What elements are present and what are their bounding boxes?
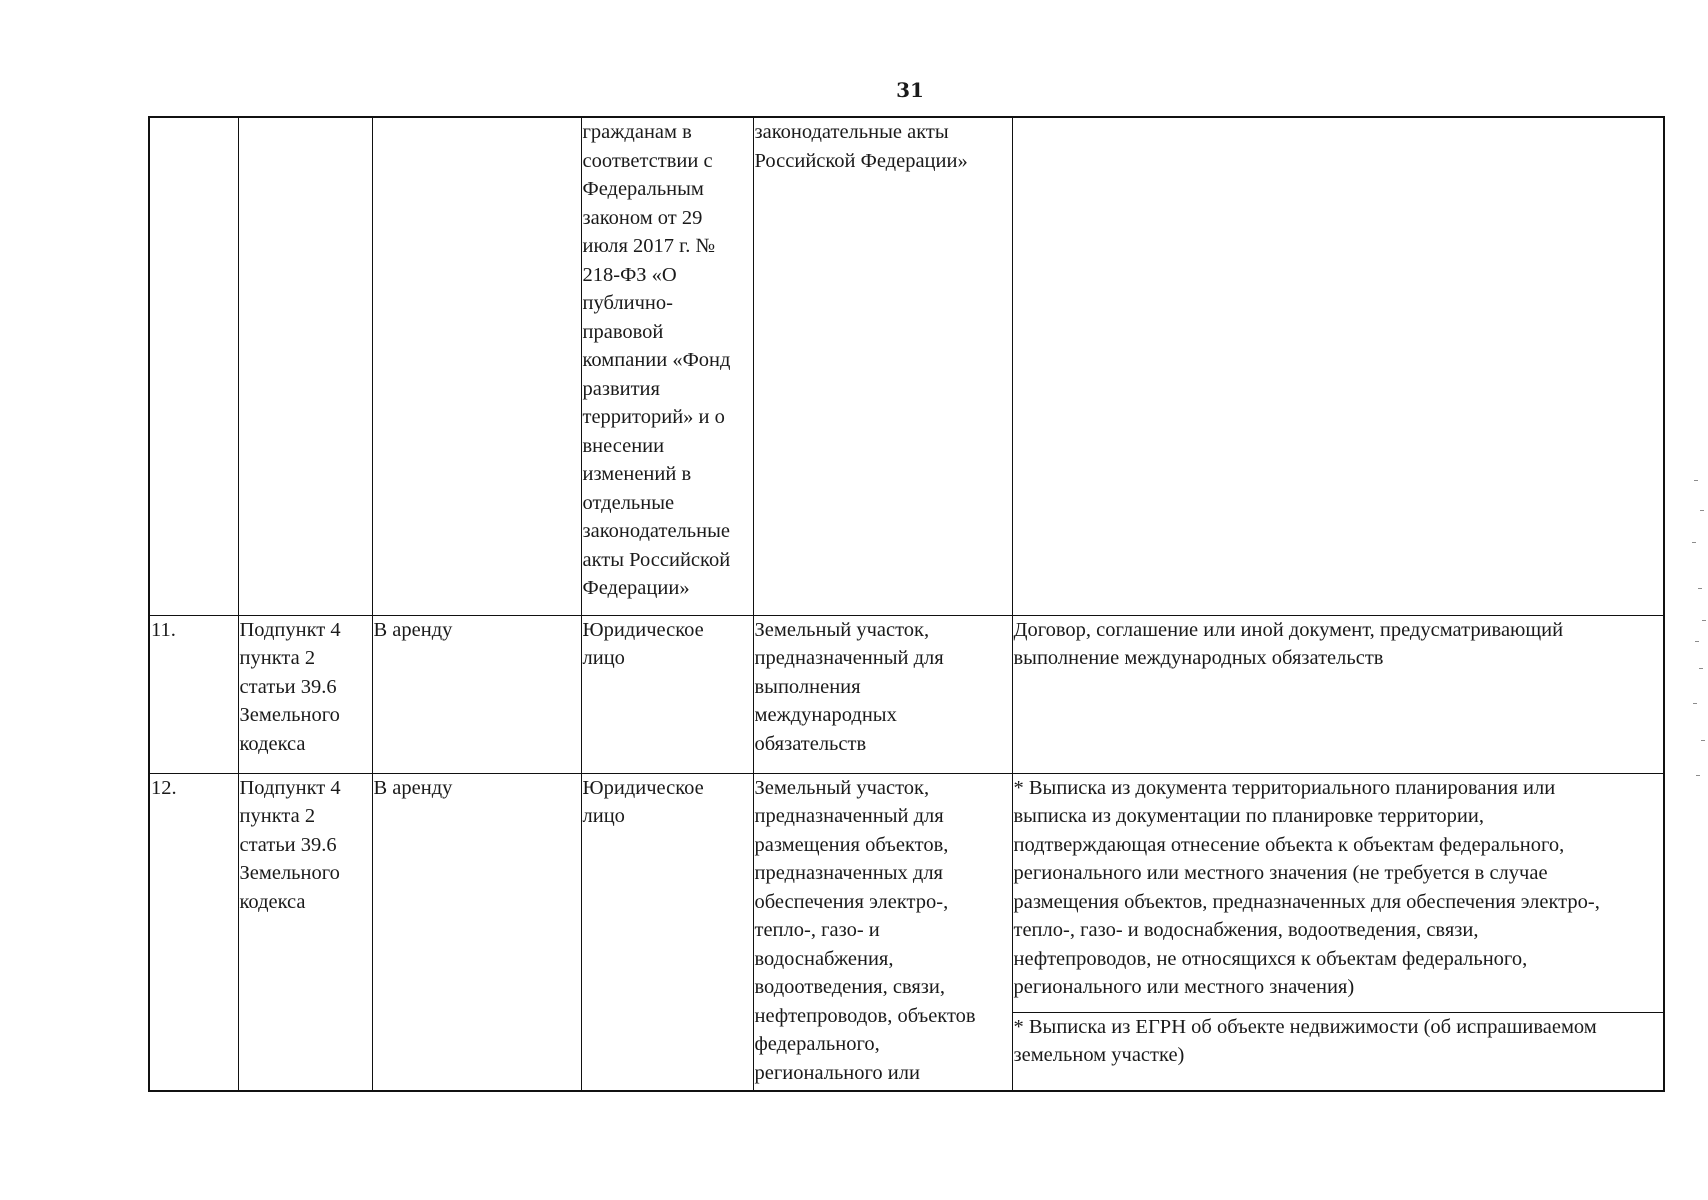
table-row bbox=[149, 117, 1664, 615]
applicant-cell bbox=[581, 615, 753, 773]
right-type-cell bbox=[372, 615, 581, 773]
applicant: Юридическое лицо bbox=[582, 776, 704, 827]
land-plot: Земельный участок, предназначенный для выполнения международных обязательств bbox=[754, 618, 944, 755]
document-item: Договор, соглашение или иной документ, предусматривающий выполнение международных обязательств bbox=[1013, 618, 1564, 669]
table-row bbox=[149, 615, 1664, 773]
legal-basis-cell bbox=[238, 773, 372, 1091]
applicant-cell bbox=[581, 773, 753, 1091]
legal-basis-cell bbox=[238, 117, 372, 615]
land-plot: законодательные акты Российской Федерации» bbox=[754, 121, 968, 172]
land-plot-cell bbox=[753, 773, 1012, 1091]
applicant: гражданам в соответствии с Федеральным законом от 29 июля 2017 г. № 218-ФЗ «О публично- правовой компании «Фонд развития территорий» и о внесении изменений в отдельные законодательные акты Российской Федерации» bbox=[582, 121, 731, 599]
table-row bbox=[149, 773, 1664, 1091]
document-item: * Выписка из документа территориального планирования или выписка из документации по планировке территории, подтверждающая отнесение объекта к объектам федерального, регионального или местного значения (не требуется в случае размещения объектов, предназначенных для обеспечения электро-, тепло-, газо- и водоснабжения, водоотведения, связи, нефтепроводов, не относящихся к объектам федерального, регионального или местного значения) bbox=[1013, 776, 1600, 998]
right-type: В аренду bbox=[373, 618, 453, 641]
right-type-cell bbox=[372, 117, 581, 615]
row-number: 11. bbox=[151, 618, 176, 641]
row-number-cell bbox=[149, 117, 238, 615]
row-number-cell bbox=[149, 773, 238, 1091]
row-number: 12. bbox=[151, 776, 177, 799]
land-plot: Земельный участок, предназначенный для размещения объектов, предназначенных для обеспечения электро-, тепло-, газо- и водоснабжения, водоотведения, связи, нефтепроводов, объектов федерального, регионального или bbox=[754, 776, 976, 1084]
page-number: 31 bbox=[896, 78, 924, 102]
land-plot-cell bbox=[753, 117, 1012, 615]
scan-artifact bbox=[1686, 470, 1708, 800]
row-number-cell bbox=[149, 615, 238, 773]
right-type: В аренду bbox=[373, 776, 453, 799]
applicant: Юридическое лицо bbox=[582, 618, 704, 669]
legal-basis: Подпункт 4 пункта 2 статьи 39.6 Земельного кодекса bbox=[239, 776, 341, 913]
land-plot-cell bbox=[753, 615, 1012, 773]
documents-cell bbox=[1012, 117, 1664, 615]
legal-basis-cell bbox=[238, 615, 372, 773]
documents-cell bbox=[1012, 773, 1664, 1091]
legal-basis: Подпункт 4 пункта 2 статьи 39.6 Земельного кодекса bbox=[239, 618, 341, 755]
land-provision-table bbox=[148, 116, 1665, 1092]
right-type-cell bbox=[372, 773, 581, 1091]
documents-cell bbox=[1012, 615, 1664, 773]
applicant-cell bbox=[581, 117, 753, 615]
document-item: * Выписка из ЕГРН об объекте недвижимости (об испрашиваемом земельном участке) bbox=[1013, 1012, 1664, 1070]
